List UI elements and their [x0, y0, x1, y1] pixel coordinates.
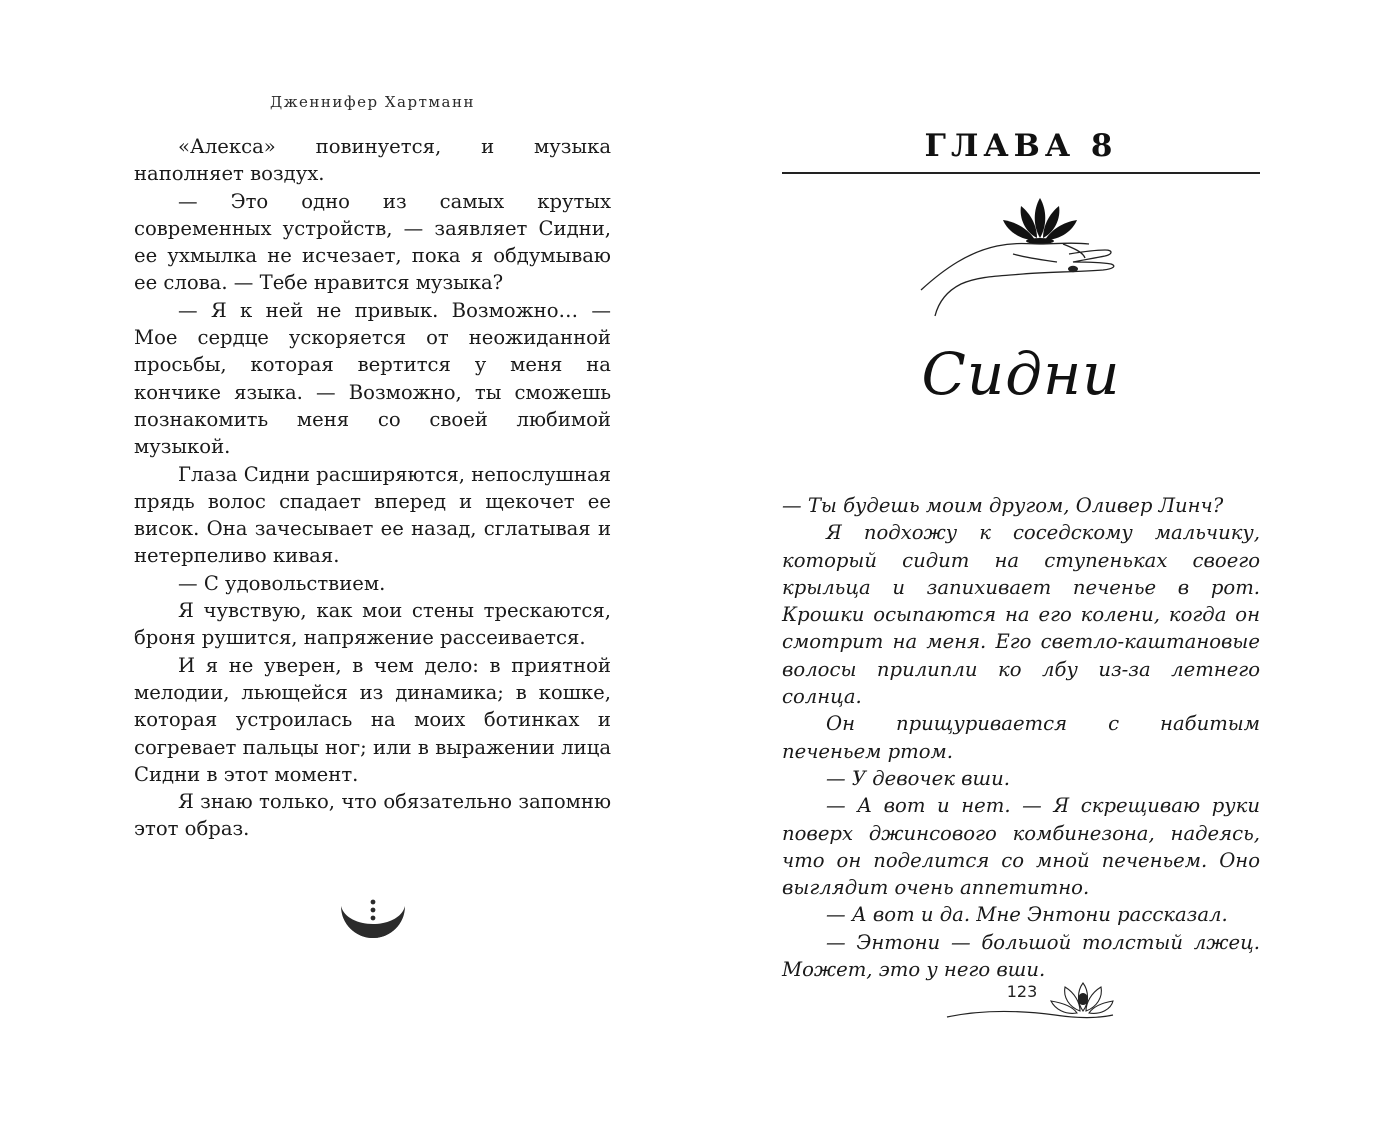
paragraph: Глаза Сидни расширяются, непослушная прядь волос спадает вперед и щекочет ее висок. Она зачесывает ее назад, сглатывая и нетерпеливо кивая.	[134, 462, 612, 568]
paragraph: Он прищуривается с набитым печеньем ртом.	[782, 712, 1260, 763]
right-page	[697, 0, 1394, 1125]
paragraph: — Ты будешь моим другом, Оливер Линч?	[782, 494, 1224, 517]
running-head: Дженнифер Хартманн	[270, 93, 475, 111]
paragraph: — А вот и да. Мне Энтони рассказал.	[826, 903, 1228, 927]
page-number: 123	[1006, 982, 1038, 1001]
paragraph: — Энтони — большой толстый лжец. Может, это у него вши.	[782, 930, 1260, 982]
paragraph: — Я к ней не привык. Возможно… — Мое сердце ускоряется от неожиданной просьбы, которая вертится у меня на кончике языка. — Возможно, ты сможешь познакомить меня со своей любимой музыкой.	[134, 298, 611, 459]
paragraph: Я подхожу к соседскому мальчику, который сидит на ступеньках своего крыльца и запихивает печенье в рот. Крошки осыпаются на его колени, когда он смотрит на меня. Его светло-каштановые волосы прилипли ко лбу из-за летнего солнца.	[782, 521, 1260, 709]
chapter-divider	[782, 172, 1260, 174]
moon-icon	[337, 884, 409, 952]
paragraph: Я чувствую, как мои стены трескаются, броня рушится, напряжение рассеивается.	[134, 599, 611, 650]
left-page-text	[134, 133, 611, 843]
pov-character-name: Сидни	[921, 340, 1121, 408]
lotus-icon	[945, 975, 1115, 1025]
paragraph: И я не уверен, в чем дело: в приятной мелодии, льющейся из динамика; в кошке, которая устроилась на моих ботинках и согревает пальцы ног; или в выражении лица Сидни в этот момент.	[134, 653, 611, 786]
paragraph: — А вот и нет. — Я скрещиваю руки поверх джинсового комбинезона, надеясь, что он поделится со мной печеньем. Оно выглядит очень аппетитно.	[782, 794, 1260, 900]
paragraph: — У девочек вши.	[826, 766, 1010, 790]
paragraph: Я знаю только, что обязательно запомню этот образ.	[134, 790, 611, 841]
chapter-title: ГЛАВА 8	[924, 128, 1118, 164]
right-page-text	[782, 492, 1260, 983]
paragraph: — С удовольствием.	[178, 571, 386, 595]
paragraph: «Алекса» повинуется, и музыка наполняет воздух.	[134, 135, 611, 186]
paragraph: — Это одно из самых крутых современных устройств, — заявляет Сидни, ее ухмылка не исчезает, пока я обдумываю ее слова. — Тебе нравится музыка?	[134, 189, 611, 295]
lotus-hand-icon	[917, 188, 1123, 322]
